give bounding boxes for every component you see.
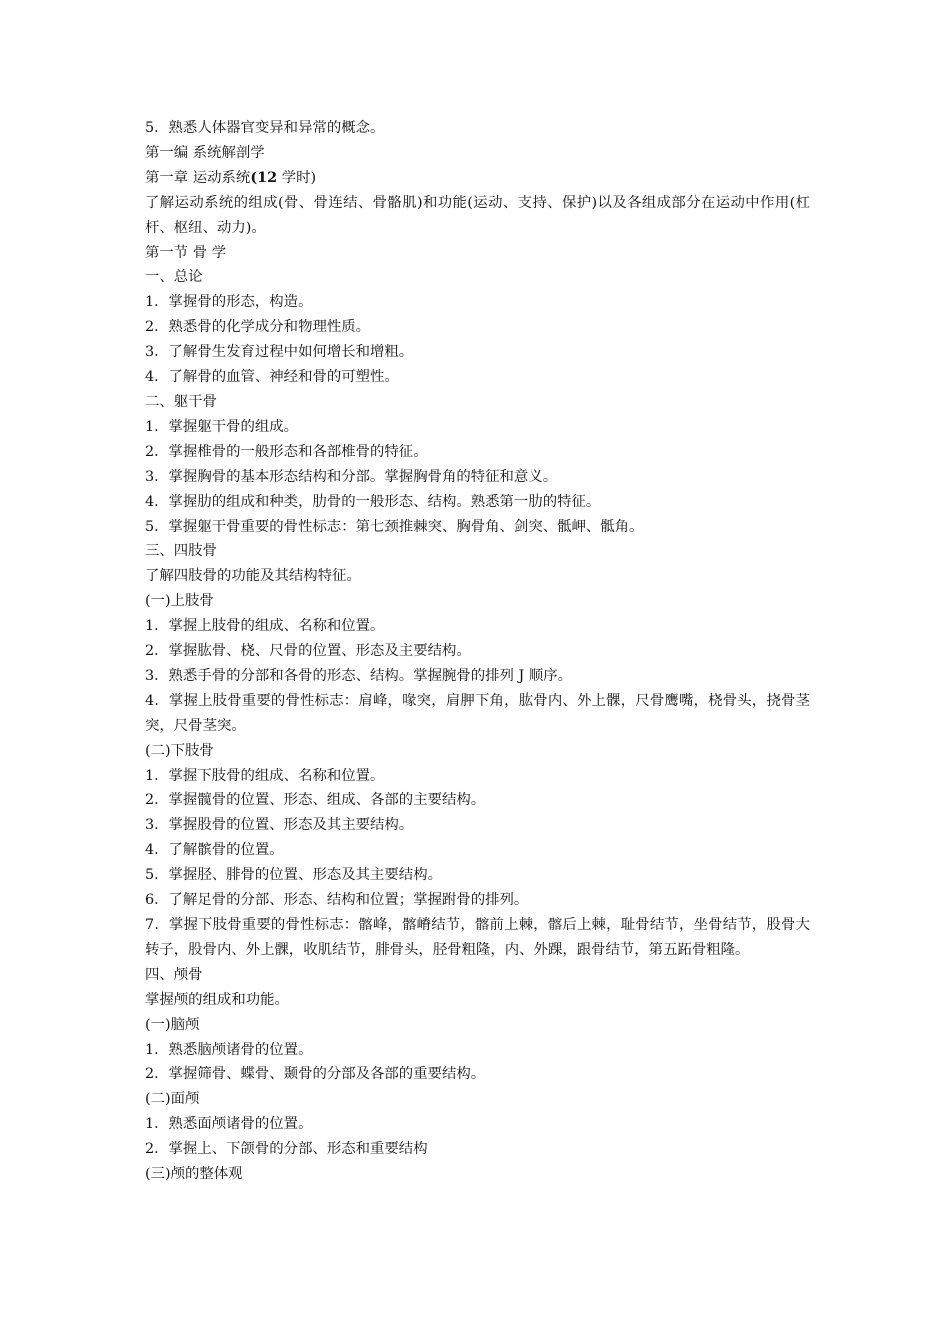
list-item: 4．掌握上肢骨重要的骨性标志：肩峰，喙突，肩胛下角，肱骨内、外上髁，尺骨鹰嘴，桡骨头，挠骨茎突，尺骨茎突。 (145, 692, 810, 734)
group-heading: (二)下肢骨 (145, 742, 214, 759)
list-item: 7．掌握下肢骨重要的骨性标志：髂峰，髂嵴结节，髂前上棘，髂后上棘，耻骨结节，坐骨结节，股骨大转子，股骨内、外上髁，收肌结节，腓骨头，胫骨粗隆，内、外踝，跟骨结节，第五跖骨粗隆。 (145, 917, 810, 958)
subsection-heading: 一、总论 (145, 269, 203, 286)
list-item: 1．掌握躯干骨的组成。 (145, 418, 299, 435)
text-paragraph: 了解运动系统的组成(骨、骨连结、骨骼肌)和功能(运动、支持、保护)以及各组成部分在运动中作用(杠杆、枢纽、动力)。 (145, 194, 810, 236)
list-item: 3．掌握股骨的位置、形态及其主要结构。 (145, 817, 414, 834)
subsection-heading: 二、躯干骨 (145, 393, 217, 410)
group-heading: (二)面颅 (145, 1091, 200, 1108)
list-item: 2．掌握髋骨的位置、形态、组成、各部的主要结构。 (145, 792, 486, 809)
group-heading: (三)颅的整体观 (145, 1166, 243, 1183)
text-line: 了解四肢骨的功能及其结构特征。 (145, 568, 361, 585)
list-item: 2．掌握肱骨、桡、尺骨的位置、形态及主要结构。 (145, 643, 471, 660)
list-item: 3．熟悉手骨的分部和各骨的形态、结构。掌握腕骨的排列 J 顺序。 (145, 667, 573, 684)
text-line: 掌握颅的组成和功能。 (145, 991, 289, 1008)
list-item: 1．熟悉脑颅诸骨的位置。 (145, 1041, 313, 1058)
list-item: 4．了解髌骨的位置。 (145, 842, 284, 859)
list-item: 2．掌握筛骨、蝶骨、颞骨的分部及各部的重要结构。 (145, 1066, 486, 1083)
list-item: 6．了解足骨的分部、形态、结构和位置；掌握跗骨的排列。 (145, 892, 529, 909)
part-heading: 第一编 系统解剖学 (145, 144, 265, 161)
list-item: 3．了解骨生发育过程中如何增长和增粗。 (145, 344, 414, 361)
section-heading: 第一节 骨 学 (145, 244, 227, 261)
chapter-hours-unit: 学时) (281, 169, 317, 186)
chapter-heading (145, 166, 810, 191)
list-item: 5．掌握胫、腓骨的位置、形态及其主要结构。 (145, 867, 442, 884)
list-item: 3．掌握胸骨的基本形态结构和分部。掌握胸骨角的特征和意义。 (145, 468, 558, 485)
list-item: 1．掌握上肢骨的组成、名称和位置。 (145, 618, 385, 635)
list-item: 5．掌握躯干骨重要的骨性标志：第七颈推棘突、胸骨角、剑突、骶岬、骶角。 (145, 518, 644, 535)
list-item: 2．熟悉骨的化学成分和物理性质。 (145, 319, 371, 336)
list-item: 2．掌握椎骨的一般形态和各部椎骨的特征。 (145, 443, 428, 460)
text-line: 5．熟悉人体器官变异和异常的概念。 (145, 120, 385, 136)
list-item: 1．熟悉面颅诸骨的位置。 (145, 1116, 313, 1133)
list-item: 1．掌握下肢骨的组成、名称和位置。 (145, 767, 385, 784)
list-item: 2．掌握上、下颌骨的分部、形态和重要结构 (145, 1141, 428, 1158)
group-heading: (一)脑颅 (145, 1016, 200, 1033)
subsection-heading: 三、四肢骨 (145, 543, 217, 560)
subsection-heading: 四、颅骨 (145, 966, 203, 983)
group-heading: (一)上肢骨 (145, 593, 214, 610)
list-item: 4．了解骨的血管、神经和骨的可塑性。 (145, 369, 399, 386)
document-page (145, 116, 810, 1187)
chapter-hours-number: (12 (250, 168, 278, 186)
list-item: 4．掌握肋的组成和种类，肋骨的一般形态、结构。熟悉第一肋的特征。 (145, 493, 601, 510)
list-item: 1．掌握骨的形态，构造。 (145, 294, 313, 311)
chapter-title: 第一章 运动系统 (145, 169, 251, 186)
